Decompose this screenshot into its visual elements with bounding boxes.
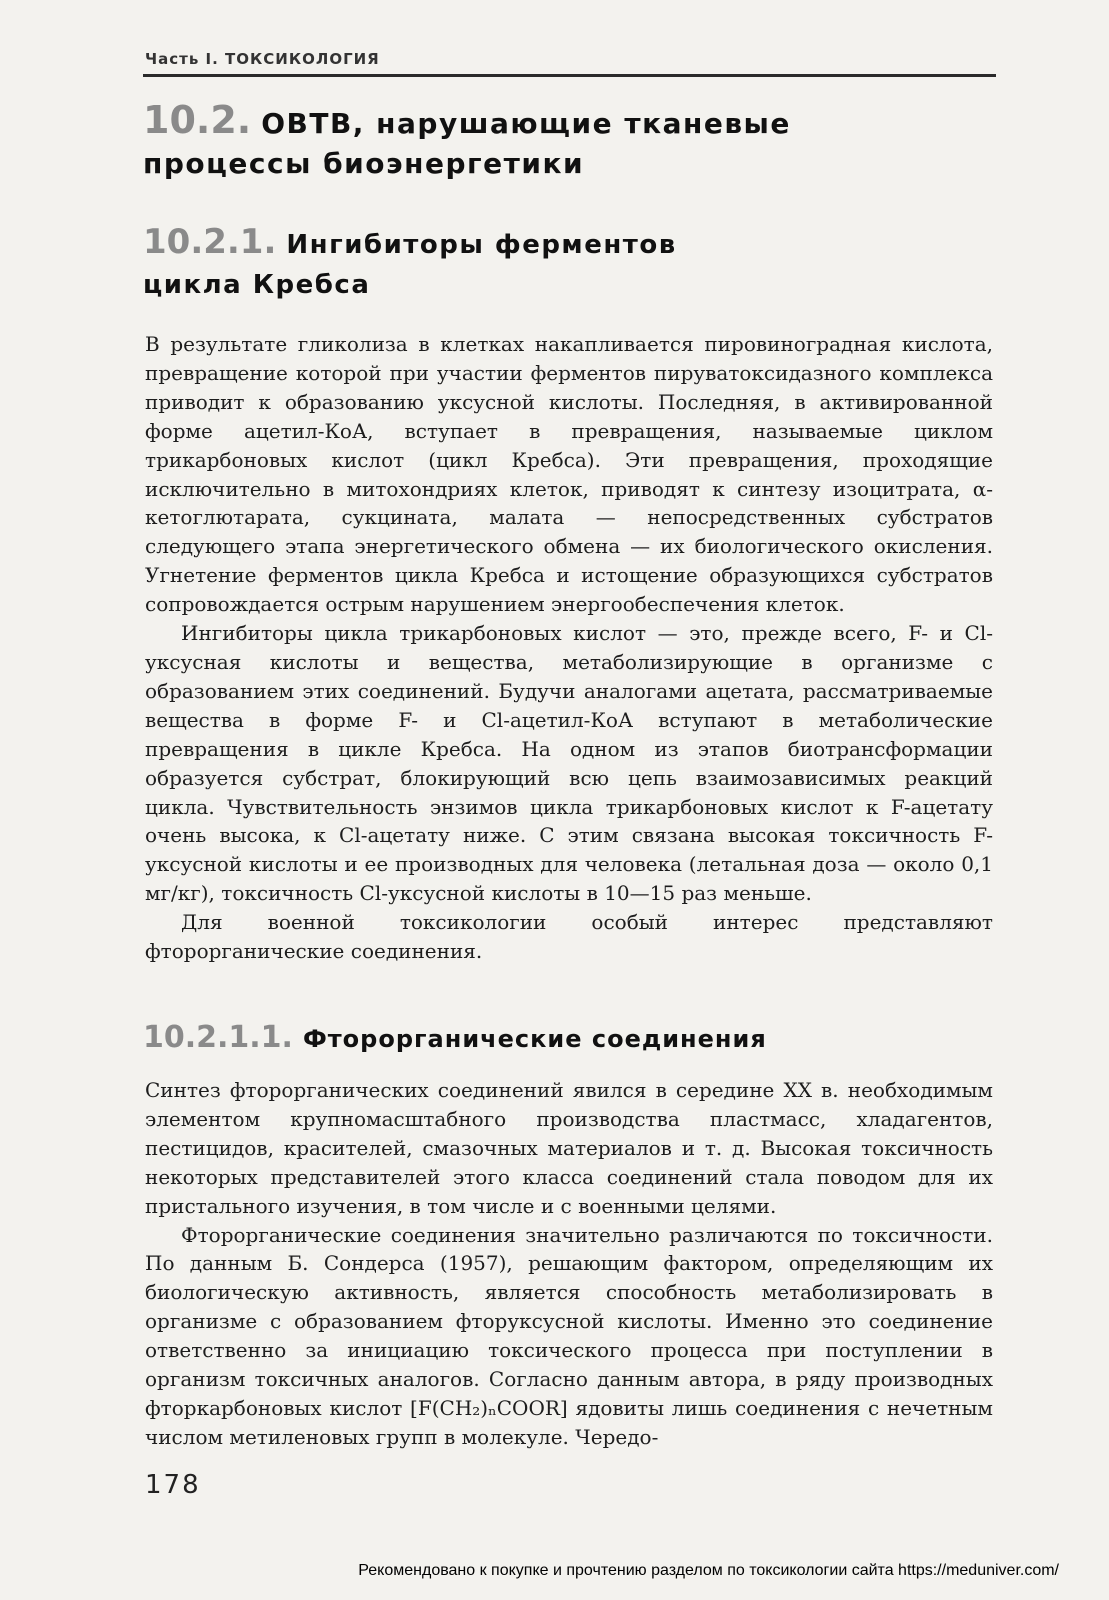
section-heading xyxy=(143,100,791,184)
paragraph: Фторорганические соединения значительно различаются по токсичности. По данным Б. Сондерса (1957), решающим фактором, определяющим их биологическую активность, является способность метаболизировать в организме с образованием фторуксусной кислоты. Именно это соединение ответственно за инициацию токсического процесса при поступлении в организм токсичных аналогов. Согласно данным автора, в ряду производных фторкарбоновых кислот [F(CH₂)ₙCOOR] ядовиты лишь соединения с нечетным числом метиленовых групп в молекуле. Чередо- xyxy=(145,1222,993,1449)
paragraph: Ингибиторы цикла трикарбоновых кислот — это, прежде всего, F- и Cl-уксусная кислоты и вещества, метаболизирующие в организме с образованием этих соединений. Будучи аналогами ацетата, рассматриваемые вещества в форме F- и Cl-ацетил-КоА вступают в метаболические превращения в цикле Кребса. На одном из этапов биотрансформации образуется субстрат, блокирующий всю цепь взаимозависимых реакций цикла. Чувствительность энзимов цикла трикарбоновых кислот к F-ацетату очень высока, к Cl-ацетату ниже. С этим связана высокая токсичность F-уксусной кислоты и ее производных для человека (летальная доза — около 0,1 мг/кг), токсичность Cl-уксусной кислоты в 10—15 раз меньше. xyxy=(145,621,993,906)
section-title-line2: процессы биоэнергетики xyxy=(143,147,585,180)
subsubsection-heading xyxy=(143,1018,767,1059)
section-title-line1: ОВТВ, нарушающие тканевые xyxy=(261,107,791,140)
subsection-title-line1: Ингибиторы ферментов xyxy=(286,230,677,260)
paragraph: В результате гликолиза в клетках накапливается пировиноградная кислота, превращение которой при участии ферментов пируватоксидазного комплекса приводит к образованию уксусной кислоты. Последняя, в активированной форме ацетил-КоА, вступает в превращения, называемые циклом трикарбоновых кислот (цикл Кребса). Эти превращения, проходящие исключительно в митохондриях клеток, приводят к синтезу изоцитрата, α-кетоглютарата, сукцината, малата — непосредственных субстратов следующего этапа энергетического обмена — их биологического окисления. Угнетение ферментов цикла Кребса и истощение образующихся субстратов сопровождается острым нарушением энергообеспечения клеток. xyxy=(145,332,993,617)
text-block-fluoro xyxy=(145,1076,993,1452)
subsection-title-line2: цикла Кребса xyxy=(143,270,371,300)
section-number: 10.2. xyxy=(143,98,252,142)
subsection-heading xyxy=(143,222,677,305)
footer-note: Рекомендовано к покупке и прочтению разделом по токсикологии сайта https://meduniver.com/ xyxy=(358,1562,1059,1579)
subsection-number: 10.2.1. xyxy=(143,222,277,262)
header-rule xyxy=(143,74,996,77)
paragraph: Для военной токсикологии особый интерес представляют фторорганические соединения. xyxy=(145,910,993,964)
running-head: Часть I. ТОКСИКОЛОГИЯ xyxy=(145,50,380,68)
page-number: 178 xyxy=(145,1470,201,1500)
paragraph: Синтез фторорганических соединений явился в середине XX в. необходимым элементом крупномасштабного производства пластмасс, хладагентов, пестицидов, красителей, смазочных материалов и т. д. Высокая токсичность некоторых представителей этого класса соединений стала поводом для их пристального изучения, в том числе и с военными целями. xyxy=(145,1078,993,1218)
subsubsection-number: 10.2.1.1. xyxy=(143,1020,293,1055)
subsubsection-title: Фторорганические соединения xyxy=(302,1025,767,1053)
text-block-krebs xyxy=(145,330,993,966)
